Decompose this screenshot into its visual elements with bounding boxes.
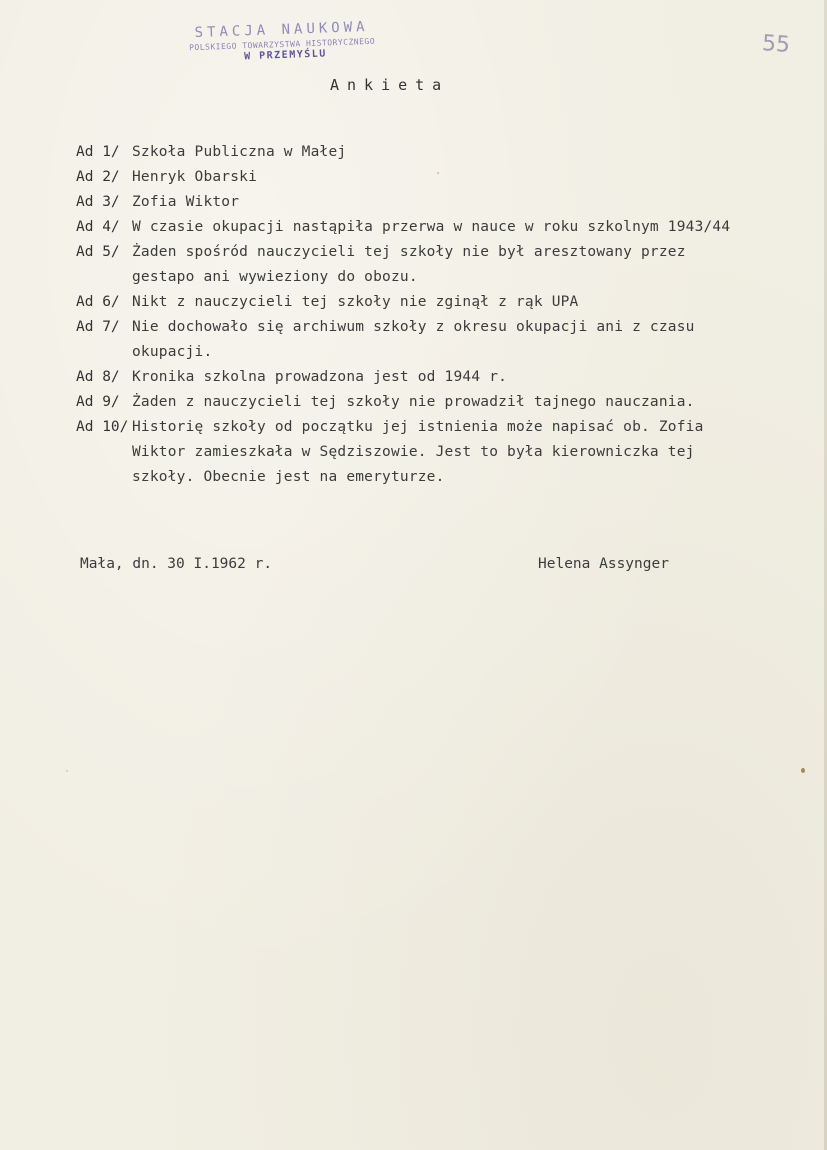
answer-number: Ad 5/: [76, 244, 120, 260]
stamp-line-1: STACJA NAUKOWA: [194, 18, 369, 42]
answer-item: [76, 165, 806, 190]
answer-item: [76, 390, 806, 415]
paper-speck: [801, 768, 805, 773]
paper-speck: [437, 172, 439, 174]
answer-number: Ad 8/: [76, 369, 120, 385]
answer-number: Ad 6/: [76, 294, 120, 310]
answer-item: [76, 315, 806, 365]
answer-number: Ad 3/: [76, 194, 120, 210]
answer-text: Nie dochowało się archiwum szkoły z okresu okupacji ani z czasu okupacji.: [132, 319, 695, 360]
place-and-date: Mała, dn. 30 I.1962 r.: [80, 556, 273, 572]
signature: Helena Assynger: [538, 556, 669, 572]
answer-text: Zofia Wiktor: [132, 194, 240, 210]
page-number: 55: [761, 31, 791, 58]
answer-text: Szkoła Publiczna w Małej: [132, 144, 347, 160]
answer-item: [76, 365, 806, 390]
institution-stamp: [171, 18, 392, 65]
stamp-line-3: W PRZEMYŚLU: [243, 48, 328, 63]
answer-text: Historię szkoły od początku jej istnienia może napisać ob. Zofia Wiktor zamieszkała w Sędziszowie. Jest to była kierowniczka tej szkoły. Obecnie jest na emeryturze.: [132, 419, 704, 485]
answer-number: Ad 10/: [76, 419, 129, 435]
answer-text: Żaden spośród nauczycieli tej szkoły nie był aresztowany przez gestapo ani wywieziony do obozu.: [132, 244, 686, 285]
answer-text: Nikt z nauczycieli tej szkoły nie zginął z rąk UPA: [132, 294, 579, 310]
answer-item: [76, 240, 806, 290]
answer-item: [76, 290, 806, 315]
answer-number: Ad 2/: [76, 169, 120, 185]
answer-item: [76, 415, 806, 490]
document-title: Ankieta: [330, 76, 450, 94]
questionnaire-answers: [76, 140, 806, 490]
answer-text: W czasie okupacji nastąpiła przerwa w nauce w roku szkolnym 1943/44: [132, 219, 731, 235]
answer-number: Ad 9/: [76, 394, 120, 410]
answer-number: Ad 1/: [76, 144, 120, 160]
answer-text: Kronika szkolna prowadzona jest od 1944 r.: [132, 369, 508, 385]
answer-number: Ad 4/: [76, 219, 120, 235]
answer-number: Ad 7/: [76, 319, 120, 335]
answer-text: Żaden z nauczycieli tej szkoły nie prowadził tajnego nauczania.: [132, 394, 695, 410]
answer-text: Henryk Obarski: [132, 169, 258, 185]
paper-speck: [66, 770, 68, 772]
stamp-line-2: POLSKIEGO TOWARZYSTWA HISTORYCZNEGO: [188, 36, 376, 53]
answer-item: [76, 190, 806, 215]
answer-item: [76, 215, 806, 240]
answer-item: [76, 140, 806, 165]
